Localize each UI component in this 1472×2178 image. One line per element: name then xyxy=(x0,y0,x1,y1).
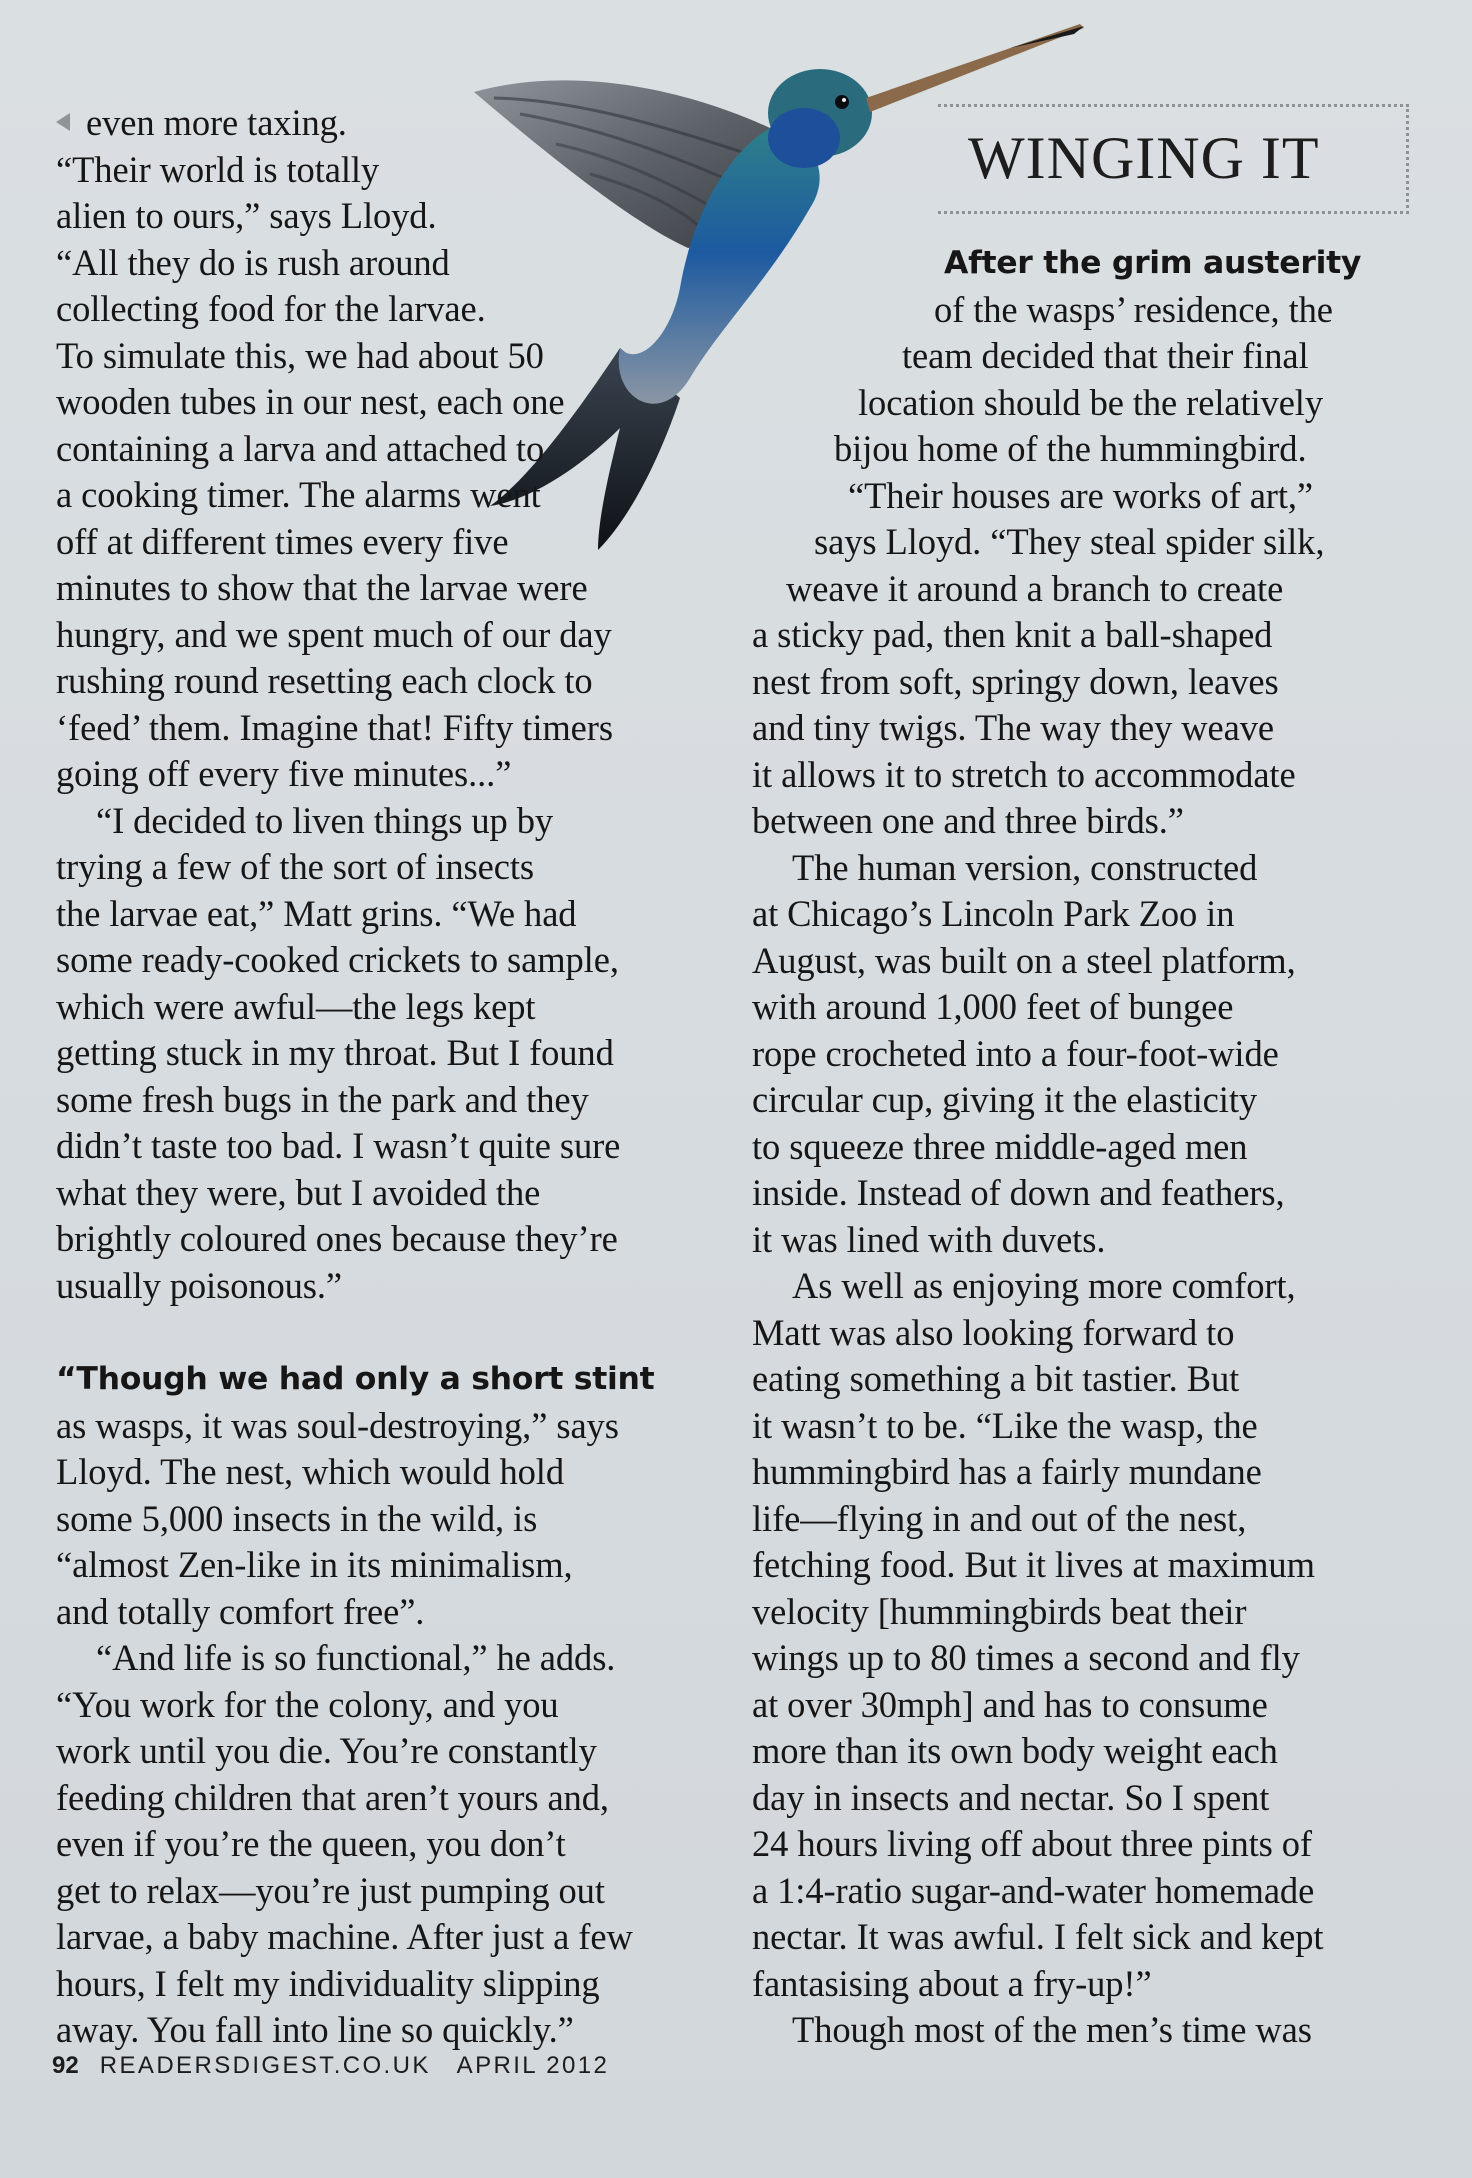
text-line: to squeeze three middle-aged men xyxy=(752,1125,1248,1167)
text-line: inside. Instead of down and feathers, xyxy=(752,1172,1285,1213)
text-line: As well as enjoying more comfort, xyxy=(792,1265,1296,1306)
text-line: “You work for the colony, and you xyxy=(56,1683,559,1725)
text-line: a 1:4-ratio sugar-and-water homemade xyxy=(752,1869,1315,1911)
text-line: between one and three birds.” xyxy=(752,800,1184,841)
text-line: and totally comfort free”. xyxy=(56,1590,425,1632)
text-line: “Their world is totally xyxy=(56,148,380,190)
text-line: it allows it to stretch to accommodate xyxy=(752,753,1296,795)
text-line: trying a few of the sort of insects xyxy=(56,846,534,887)
footer-site: READERSDIGEST.CO.UK xyxy=(99,2052,431,2079)
text-line: wooden tubes in our nest, each one xyxy=(56,381,565,422)
text-line: team decided that their final xyxy=(902,335,1309,376)
text-line: getting stuck in my throat. But I found xyxy=(56,1032,614,1073)
text-line: get to relax—you’re just pumping out xyxy=(56,1869,605,1911)
text-line: Matt was also looking forward to xyxy=(752,1311,1235,1353)
text-line: “almost Zen-like in its minimalism, xyxy=(56,1544,573,1585)
text-line: it was lined with duvets. xyxy=(752,1218,1106,1260)
text-line: fantasising about a fry-up!” xyxy=(752,1962,1152,2004)
text-line: “And life is so functional,” he adds. xyxy=(96,1637,616,1678)
text-line: eating something a bit tastier. But xyxy=(752,1358,1240,1399)
text-line: usually poisonous.” xyxy=(56,1264,343,1306)
text-line: rope crocheted into a four-foot-wide xyxy=(752,1032,1279,1074)
continued-arrow-icon xyxy=(56,113,70,131)
text-line: alien to ours,” says Lloyd. xyxy=(56,195,437,236)
page-number: 92 xyxy=(52,2052,79,2079)
text-line: as wasps, it was soul-destroying,” says xyxy=(56,1404,619,1446)
text-line: didn’t taste too bad. I wasn’t quite sure xyxy=(56,1125,621,1166)
text-line: weave it around a branch to create xyxy=(786,567,1284,609)
text-line: fetching food. But it lives at maximum xyxy=(752,1544,1315,1585)
section-lead-line: “Though we had only a short stint xyxy=(56,1361,655,1397)
text-line: nectar. It was awful. I felt sick and kept xyxy=(752,1916,1324,1957)
text-line: rushing round resetting each clock to xyxy=(56,660,593,701)
text-line: containing a larva and attached to xyxy=(56,427,545,469)
text-line: velocity [hummingbirds beat their xyxy=(752,1590,1247,1632)
text-line: work until you die. You’re constantly xyxy=(56,1730,597,1771)
text-line: August, was built on a steel platform, xyxy=(752,939,1296,981)
text-line: more than its own body weight each xyxy=(752,1730,1278,1771)
text-line: off at different times every five xyxy=(56,520,509,562)
text-line: minutes to show that the larvae were xyxy=(56,567,588,608)
text-line: some 5,000 insects in the wild, is xyxy=(56,1497,538,1539)
text-line: bijou home of the hummingbird. xyxy=(834,428,1307,469)
sidebar-title: WINGING IT xyxy=(968,125,1320,191)
text-line: wings up to 80 times a second and fly xyxy=(752,1637,1300,1678)
text-line: “I decided to liven things up by xyxy=(96,799,554,841)
text-line: away. You fall into line so quickly.” xyxy=(56,2009,574,2050)
text-line: The human version, constructed xyxy=(792,846,1258,888)
text-line: some ready-cooked crickets to sample, xyxy=(56,939,619,980)
text-line: feeding children that aren’t yours and, xyxy=(56,1776,609,1818)
text-line: circular cup, giving it the elasticity xyxy=(752,1079,1258,1120)
text-line: To simulate this, we had about 50 xyxy=(56,334,544,376)
text-line: life—flying in and out of the nest, xyxy=(752,1497,1247,1539)
text-line: collecting food for the larvae. xyxy=(56,288,486,329)
text-line: hours, I felt my individuality slipping xyxy=(56,1962,600,2004)
text-line: larvae, a baby machine. After just a few xyxy=(56,1916,633,1957)
text-line: hummingbird has a fairly mundane xyxy=(752,1451,1262,1492)
text-line: “All they do is rush around xyxy=(56,241,450,283)
page-footer xyxy=(52,2052,609,2080)
text-line: it wasn’t to be. “Like the wasp, the xyxy=(752,1404,1258,1446)
text-line: location should be the relatively xyxy=(858,381,1323,423)
footer-date: APRIL 2012 xyxy=(456,2052,610,2079)
text-line: which were awful—the legs kept xyxy=(56,985,536,1027)
text-line: Lloyd. The nest, which would hold xyxy=(56,1451,564,1492)
text-line: nest from soft, springy down, leaves xyxy=(752,660,1279,702)
section-lead-line: After the grim austerity xyxy=(944,245,1362,281)
text-line: day in insects and nectar. So I spent xyxy=(752,1776,1270,1818)
text-line: with around 1,000 feet of bungee xyxy=(752,986,1234,1027)
text-line: at Chicago’s Lincoln Park Zoo in xyxy=(752,893,1235,934)
text-line: what they were, but I avoided the xyxy=(56,1171,541,1213)
text-line: ‘feed’ them. Imagine that! Fifty timers xyxy=(56,706,613,748)
text-line: hungry, and we spent much of our day xyxy=(56,613,612,655)
text-line: and tiny twigs. The way they weave xyxy=(752,707,1275,748)
text-line: of the wasps’ residence, the xyxy=(934,288,1333,330)
text-line: going off every five minutes...” xyxy=(56,753,512,794)
text-line: even more taxing. xyxy=(56,100,347,147)
text-line: the larvae eat,” Matt grins. “We had xyxy=(56,892,577,934)
text-line: says Lloyd. “They steal spider silk, xyxy=(814,521,1325,562)
text-line: a sticky pad, then knit a ball-shaped xyxy=(752,614,1273,655)
text-line: at over 30mph] and has to consume xyxy=(752,1683,1268,1725)
text-line: 24 hours living off about three pints of xyxy=(752,1823,1312,1864)
text-line: Though most of the men’s time was xyxy=(792,2009,1312,2050)
text-line: a cooking timer. The alarms went xyxy=(56,474,541,515)
text-line: “Their houses are works of art,” xyxy=(848,474,1314,516)
text-line: brightly coloured ones because they’re xyxy=(56,1218,618,1259)
text-line: even if you’re the queen, you don’t xyxy=(56,1823,566,1864)
text-line: some fresh bugs in the park and they xyxy=(56,1078,589,1120)
